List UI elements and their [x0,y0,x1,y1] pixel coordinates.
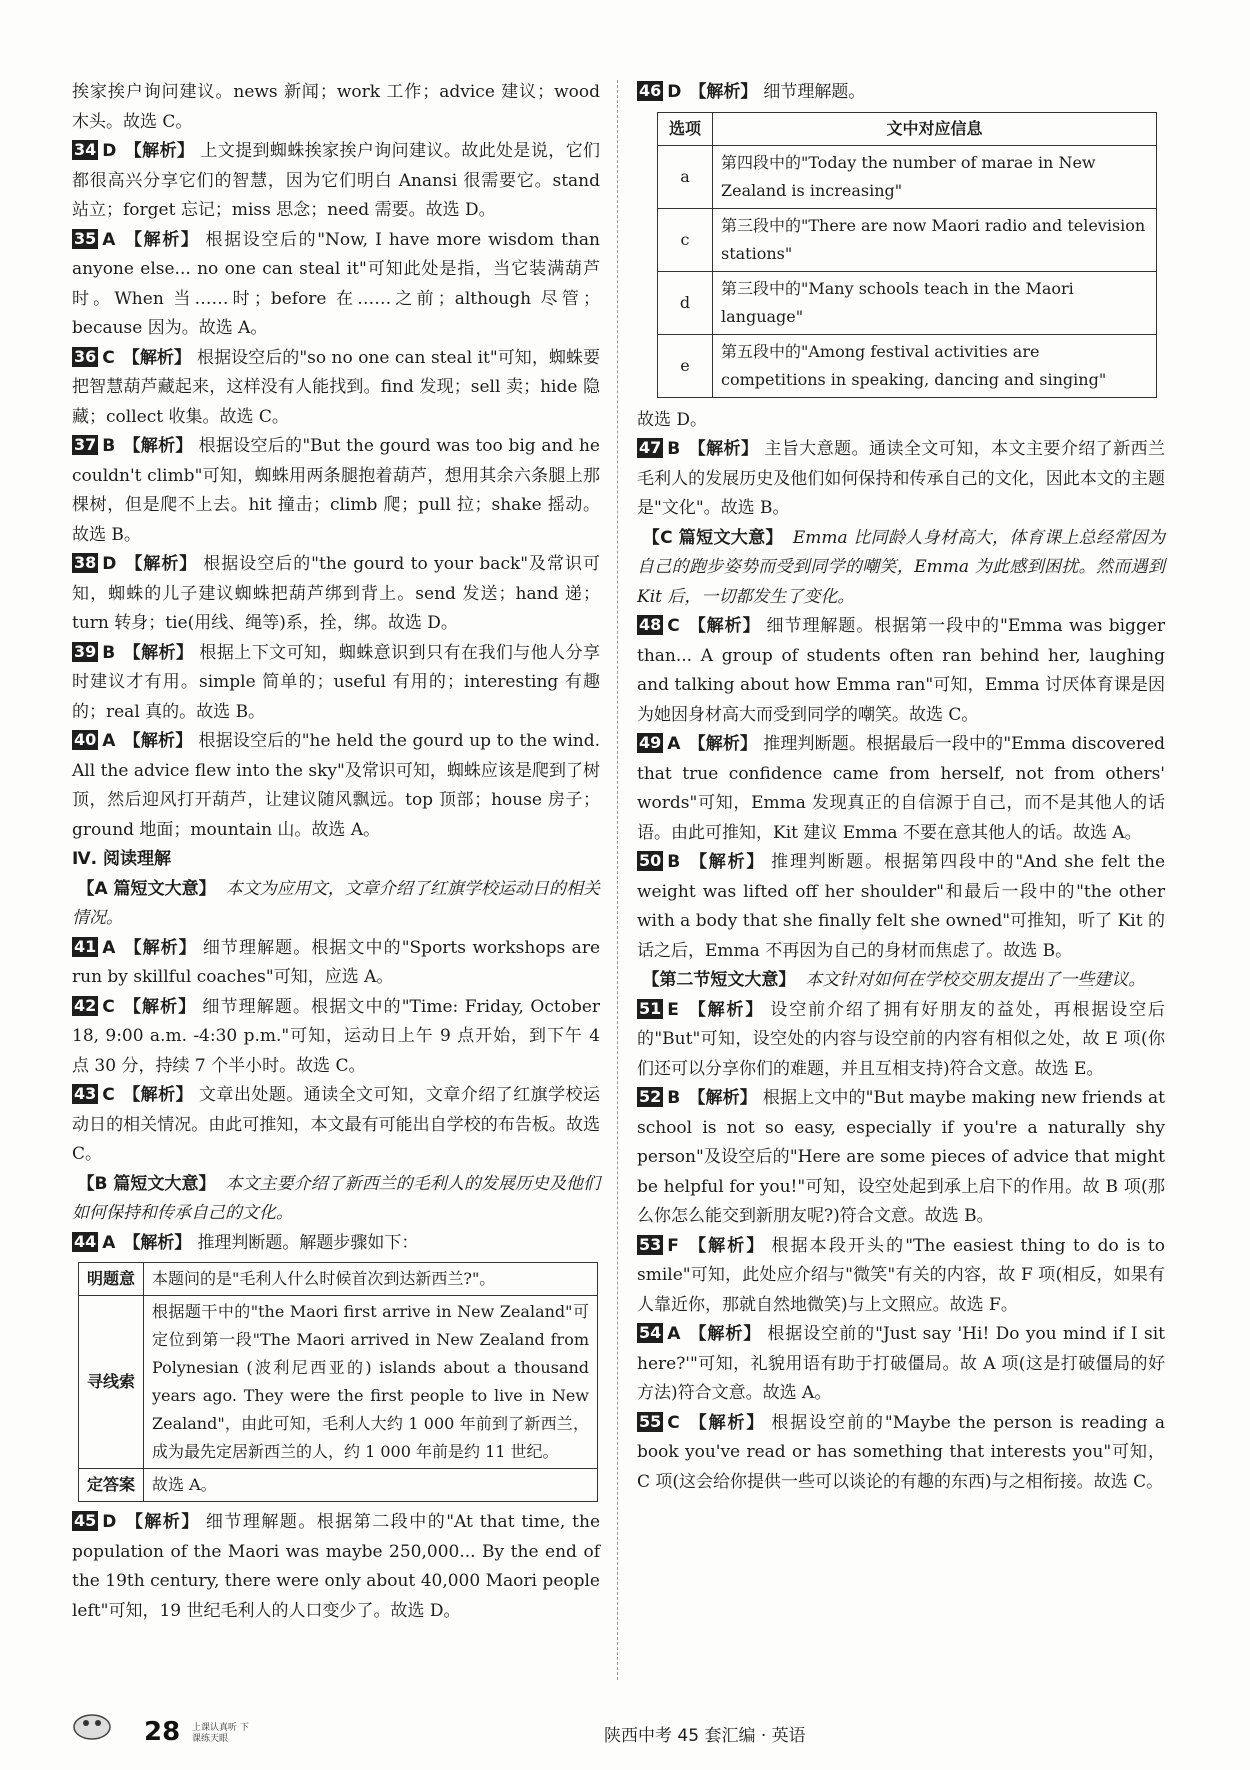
analysis-tag: 【解析】 [688,439,759,459]
answer-list-2 [72,934,600,1170]
answer-item-53 [637,1232,1165,1321]
summary-a-text: 本文为应用文，文章介绍了红旗学校运动日的相关情况。 [72,878,601,928]
answer-item-50 [637,848,1165,966]
analysis-text: 主旨大意题。通读全文可知，本文主要介绍了新西兰毛利人的发展历史及他们如何保持和传承自己的文化，因此本文的主题是"文化"。故选 B。 [637,439,1166,518]
answer-list-1 [72,137,600,845]
answer-item-49 [637,730,1165,848]
analysis-text: 根据设空后的"so no one can steal it"可知，蜘蛛要把智慧葫芦藏起来，这样没有人能找到。find 发现；sell 卖；hide 隐藏；collect 收集。故选 C。 [72,347,601,427]
analysis-text: 推理判断题。解题步骤如下： [197,1232,419,1253]
answer-letter: B [102,642,116,663]
answer-letter: A [102,1232,116,1253]
analysis-tag: 【解析】 [688,852,766,872]
answer-list-3 [637,612,1165,966]
summary-c-tag: 【C 篇短文大意】 [642,527,783,548]
page-number: 28 [144,1717,181,1747]
answer-letter: D [667,82,682,102]
table-row [79,1296,598,1469]
table-row [658,208,1157,271]
option-cell: c [658,208,713,271]
mascot-logo-icon [62,1703,122,1743]
question-number: 53 [639,1234,662,1254]
table-46 [657,112,1157,398]
summary-b-tag: 【B 篇短文大意】 [77,1173,216,1194]
question-number: 43 [74,1084,97,1103]
analysis-tag: 【解析】 [687,616,761,636]
analysis-tag: 【解析】 [686,1235,766,1256]
answer-letter: A [102,731,116,751]
summary-d-tag: 【第二节短文大意】 [642,970,796,990]
question-number: 42 [74,995,97,1015]
summary-c [637,524,1165,613]
answer-letter: C [102,996,115,1017]
question-number: 41 [74,936,97,956]
info-cell: 第三段中的"There are now Maori radio and television stations" [713,208,1157,271]
analysis-text: 根据本段开头的"The easiest thing to do is to smile"可知，此处应介绍与"微笑"有关的内容，故 F 项(相反，如果有人靠近你，那就自然地微笑)与上文照应。故选 F。 [637,1235,1165,1315]
summary-d-text: 本文针对如何在学校交朋友提出了一些建议。 [805,970,1146,990]
answer-letter: B [667,1088,681,1108]
answer-item-47 [637,435,1165,524]
option-cell: d [658,271,713,334]
analysis-text: 设空前介绍了拥有好朋友的益处，再根据设空后的"But"可知，设空处的内容与设空前的内容有相似之处，故 E 项(你们还可以分享你们的难题，并且互相支持)符合文意。故选 E。 [637,999,1165,1079]
question-number: 50 [639,851,662,870]
summary-c-text: Emma 比同龄人身材高大，体育课上总经常因为自己的跑步姿势而受到同学的嘲笑，Emma 为此感到困扰。然而遇到 Kit 后，一切都发生了变化。 [637,527,1165,607]
analysis-text: 根据设空后的"the gourd to your back"及常识可知，蜘蛛的儿子建议蜘蛛把葫芦绑到背上。send 发送；hand 递；turn 转身；tie(用线、绳等)系，拴，绑。故选 D。 [72,554,600,633]
right-column [637,78,1165,1497]
info-cell: 第三段中的"Many schools teach in the Maori language" [713,271,1157,334]
answer-letter: C [667,616,680,636]
analysis-text: 细节理解题。根据第二段中的"At that time, the population of the Maori was maybe 250,000... By the end of the 19th century, there were only about 40,000 Maori people left"可知，19 世纪毛利人的人口变少了。故选 D。 [72,1512,601,1621]
table-row [79,1469,598,1502]
answer-letter: C [102,347,115,368]
summary-b [72,1170,600,1229]
question-number: 45 [74,1511,97,1530]
analysis-text: 推理判断题。根据最后一段中的"Emma discovered that true confidence came from herself, not from others' words"可知，Emma 发现真正的自信源于自己，而不是其他人的话语。由此可推知，Kit 建议 Emma 不要在意其他人的话。故选 A。 [637,734,1166,843]
summary-b-text: 本文主要介绍了新西兰的毛利人的发展历史及他们如何保持和传承自己的文化。 [72,1173,601,1223]
intro-paragraph: 挨家挨户询问建议。news 新闻；work 工作；advice 建议；wood 木头。故选 C。 [72,82,600,132]
analysis-tag: 【解析】 [688,1324,762,1344]
question-number: 51 [639,998,662,1018]
answer-letter: B [667,852,681,872]
analysis-tag: 【解析】 [689,82,758,102]
analysis-text: 文章出处题。通读全文可知，文章介绍了红旗学校运动日的相关情况。由此可推知，本文最有可能出自学校的布告板。故选 C。 [72,1085,601,1164]
info-cell: 第五段中的"Among festival activities are competitions in speaking, dancing and singing" [713,334,1157,397]
answer-item-46 [637,78,1165,108]
analysis-tag: 【解析】 [124,1512,200,1532]
summary-a-tag: 【A 篇短文大意】 [77,878,216,899]
analysis-tag: 【解析】 [123,229,200,250]
question-number: 35 [74,228,97,248]
after-table-46: 故选 D。 [637,409,708,430]
question-number: 52 [639,1087,662,1106]
table-row [79,1263,598,1296]
answer-item-55 [637,1409,1165,1498]
step-content: 本题问的是"毛利人什么时候首次到达新西兰?"。 [144,1263,598,1296]
answer-list-4 [637,996,1165,1498]
analysis-tag: 【解析】 [687,1412,766,1433]
question-number: 49 [639,733,662,752]
analysis-tag: 【解析】 [124,141,195,161]
answer-letter: B [667,439,681,459]
question-number: 37 [74,435,97,454]
footer-badge: 上课认真听 下课练天眼 [192,1723,249,1744]
step-label: 明题意 [79,1263,144,1296]
question-number: 48 [639,615,662,634]
footer-title: 陕西中考 45 套汇编 · 英语 [604,1726,806,1746]
answer-letter: D [102,1512,117,1532]
analysis-text: 细节理解题。根据第一段中的"Emma was bigger than... A group of students often ran behind her, laughing and talking about how Emma ran"可知，Emma 讨厌体育课是因为她因身材高大而受到同学的嘲笑。故选 C。 [637,616,1166,725]
question-number: 34 [74,140,97,159]
answer-item-37 [72,432,600,550]
answer-letter: A [102,937,116,958]
analysis-text: 细节理解题。根据文中的"Time: Friday, October 18, 9:00 a.m. -4:30 p.m."可知，运动日上午 9 点开始，到下午 4 点 30 分，持续 7 个半小时。故选 C。 [72,996,601,1076]
section-heading-reading: Ⅳ. 阅读理解 [72,849,172,869]
answer-item-44 [72,1229,600,1259]
table-row [658,334,1157,397]
question-number: 40 [74,730,97,749]
analysis-text: 细节理解题。 [763,82,866,102]
answer-item-43 [72,1081,600,1170]
step-content: 故选 A。 [144,1469,598,1502]
answer-item-51 [637,996,1165,1085]
analysis-tag: 【解析】 [688,734,758,754]
analysis-tag: 【解析】 [123,731,193,751]
option-cell: e [658,334,713,397]
answer-letter: C [102,1085,115,1105]
analysis-tag: 【解析】 [123,937,197,958]
analysis-tag: 【解析】 [686,999,765,1020]
answer-item-52 [637,1084,1165,1232]
step-label: 寻线索 [79,1296,144,1469]
answer-item-41 [72,934,600,993]
analysis-text: 细节理解题。根据文中的"Sports workshops are run by skillful coaches"可知，应选 A。 [72,937,601,987]
answer-item-38 [72,550,600,639]
info-cell: 第四段中的"Today the number of marae in New Zealand is increasing" [713,145,1157,208]
answer-letter: D [102,554,117,574]
question-number: 44 [74,1231,97,1251]
table-row [658,271,1157,334]
answer-item-40 [72,727,600,845]
answer-letter: A [667,1324,681,1344]
column-divider [617,80,618,1680]
analysis-tag: 【解析】 [124,554,198,574]
answer-item-36 [72,344,600,433]
question-number: 54 [639,1323,662,1342]
table-header-info: 文中对应信息 [713,112,1157,145]
question-number: 55 [639,1411,662,1431]
analysis-text: 根据设空前的"Just say 'Hi! Do you mind if I sit here?'"可知，礼貌用语有助于打破僵局。故 A 项(这是打破僵局的好方法)符合文意。故选 A。 [637,1324,1166,1403]
answer-item-54 [637,1320,1165,1409]
option-cell: a [658,145,713,208]
question-number: 36 [74,346,97,366]
question-number: 39 [74,641,97,661]
left-column [72,78,600,1626]
answer-letter: D [102,141,117,161]
analysis-tag: 【解析】 [122,347,192,368]
analysis-tag: 【解析】 [123,1232,192,1253]
answer-item-45 [72,1508,600,1626]
question-number: 47 [639,438,662,457]
analysis-text: 根据设空后的"Now, I have more wisdom than anyone else... no one can steal it"可知此处是指，当它装满葫芦时。When 当……时；before 在……之前；although 尽管；because 因为。故选 A。 [72,229,600,338]
analysis-text: 根据上文中的"But maybe making new friends at school is not so easy, especially if you're a naturally shy person"及设空后的"Here are some pieces of advice that might be helpful for you!"可知，设空处起到承上启下的作用。故 B 项(那么你怎么能交到新朋友呢?)符合文意。故选 B。 [637,1088,1165,1226]
answer-letter: F [667,1235,679,1256]
answer-item-42 [72,993,600,1082]
summary-a [72,875,600,934]
answer-item-34 [72,137,600,226]
answer-letter: C [667,1412,680,1433]
question-number: 38 [74,553,97,572]
analysis-text: 推理判断题。根据第四段中的"And she felt the weight was lifted off her shoulder"和最后一段中的"the other with a body that she finally felt she owned"可推知，听了 Kit 的话之后，Emma 不再因为自己的身材而焦虑了。故选 B。 [637,852,1166,961]
question-number: 46 [639,81,662,100]
answer-letter: A [667,734,681,754]
answer-item-35 [72,226,600,344]
table-44 [78,1262,598,1502]
answer-letter: A [102,229,116,250]
analysis-text: 根据上下文可知，蜘蛛意识到只有在我们与他人分享时建议才有用。simple 简单的；useful 有用的；interesting 有趣的；real 真的。故选 B。 [72,642,601,722]
answer-item-48 [637,612,1165,730]
summary-d [637,966,1165,996]
analysis-text: 根据设空后的"But the gourd was too big and he couldn't climb"可知，蜘蛛用两条腿抱着葫芦，想用其余六条腿上那棵树，但是爬不上去。hit 撞击；climb 爬；pull 拉；shake 摇动。故选 B。 [72,436,600,545]
analysis-text: 根据设空前的"Maybe the person is reading a book you've read or has something that interests you"可知，C 项(这会给你提供一些可以谈论的有趣的东西)与之相衔接。故选 C。 [637,1412,1166,1492]
analysis-text: 根据设空后的"he held the gourd up to the wind. All the advice flew into the sky"及常识可知，蜘蛛应该是爬到了树顶，然后迎风打开葫芦，让建议随风飘远。top 顶部；house 房子；ground 地面；mountain 山。故选 A。 [72,731,600,840]
analysis-tag: 【解析】 [122,996,197,1017]
answer-letter: E [667,999,679,1020]
table-row [658,145,1157,208]
table-header-option: 选项 [658,112,713,145]
analysis-tag: 【解析】 [122,1085,194,1105]
answer-letter: B [102,436,116,456]
analysis-tag: 【解析】 [123,436,193,456]
analysis-text: 上文提到蜘蛛挨家挨户询问建议。故此处是说，它们都很高兴分享它们的智慧，因为它们明白 Anansi 很需要它。stand 站立；forget 忘记；miss 思念；need 需要。故选 D。 [72,141,601,220]
answer-item-39 [72,639,600,728]
analysis-tag: 【解析】 [688,1088,757,1108]
analysis-tag: 【解析】 [123,642,194,663]
step-content: 根据题干中的"the Maori first arrive in New Zealand"可定位到第一段"The Maori arrived in New Zealand from Polynesian (波利尼西亚的) islands about a thousand years ago. They were the first people to live in New Zealand"，由此可知，毛利人大约 1 000 年前到了新西兰，成为最先定居新西兰的人，约 1 000 年前是约 11 世纪。 [144,1296,598,1469]
step-label: 定答案 [79,1469,144,1502]
